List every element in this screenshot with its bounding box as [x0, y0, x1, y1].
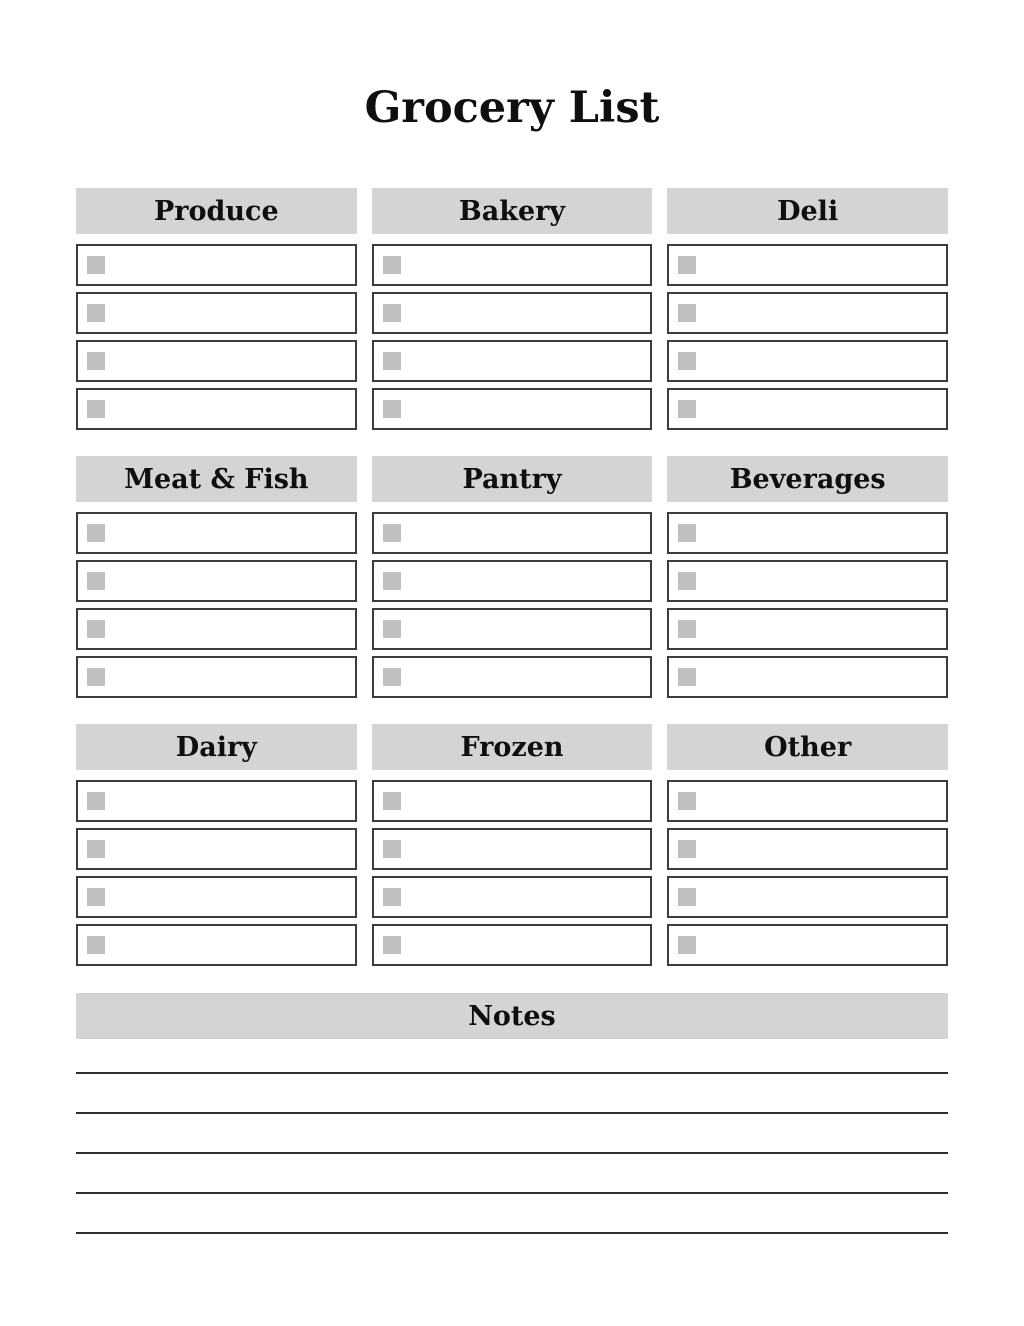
checkbox-icon[interactable] [678, 572, 696, 590]
grocery-item-row[interactable] [667, 340, 948, 382]
category-header [76, 188, 357, 234]
grocery-item-row[interactable] [76, 388, 357, 430]
category-label: Other [764, 731, 852, 763]
notes-section [76, 993, 948, 1234]
notes-writing-line[interactable] [76, 1072, 948, 1074]
category-label: Frozen [460, 731, 564, 763]
category-header [667, 724, 948, 770]
grocery-item-row[interactable] [76, 608, 357, 650]
grocery-item-row[interactable] [667, 780, 948, 822]
checkbox-icon[interactable] [87, 620, 105, 638]
checkbox-icon[interactable] [87, 352, 105, 370]
checkbox-icon[interactable] [383, 840, 401, 858]
checkbox-icon[interactable] [678, 304, 696, 322]
checkbox-icon[interactable] [87, 936, 105, 954]
category-section [667, 724, 948, 966]
grocery-item-row[interactable] [76, 292, 357, 334]
category-header [372, 188, 653, 234]
grocery-item-row[interactable] [667, 608, 948, 650]
checkbox-icon[interactable] [678, 400, 696, 418]
category-header [372, 456, 653, 502]
grocery-item-row[interactable] [372, 828, 653, 870]
checkbox-icon[interactable] [87, 572, 105, 590]
grocery-item-row[interactable] [372, 292, 653, 334]
category-label: Produce [153, 195, 279, 227]
checkbox-icon[interactable] [678, 352, 696, 370]
checkbox-icon[interactable] [383, 572, 401, 590]
category-rows [76, 512, 357, 698]
grocery-item-row[interactable] [76, 828, 357, 870]
category-label: Beverages [729, 463, 886, 495]
category-section [76, 188, 357, 430]
notes-writing-line[interactable] [76, 1152, 948, 1154]
grocery-item-row[interactable] [372, 388, 653, 430]
checkbox-icon[interactable] [678, 840, 696, 858]
grocery-item-row[interactable] [667, 512, 948, 554]
checkbox-icon[interactable] [87, 524, 105, 542]
checkbox-icon[interactable] [87, 256, 105, 274]
grocery-item-row[interactable] [372, 512, 653, 554]
category-label: Dairy [175, 731, 257, 763]
category-header [667, 188, 948, 234]
grocery-item-row[interactable] [76, 340, 357, 382]
checkbox-icon[interactable] [383, 400, 401, 418]
grocery-item-row[interactable] [667, 876, 948, 918]
checkbox-icon[interactable] [87, 840, 105, 858]
notes-writing-line[interactable] [76, 1112, 948, 1114]
checkbox-icon[interactable] [678, 888, 696, 906]
checkbox-icon[interactable] [87, 400, 105, 418]
category-section [667, 188, 948, 430]
checkbox-icon[interactable] [678, 936, 696, 954]
category-rows [667, 780, 948, 966]
checkbox-icon[interactable] [383, 524, 401, 542]
category-label: Bakery [458, 195, 566, 227]
grocery-item-row[interactable] [667, 656, 948, 698]
page-title: Grocery List [364, 83, 660, 133]
checkbox-icon[interactable] [87, 792, 105, 810]
grocery-item-row[interactable] [372, 780, 653, 822]
category-section [372, 456, 653, 698]
notes-header [76, 993, 948, 1039]
checkbox-icon[interactable] [383, 888, 401, 906]
grocery-item-row[interactable] [372, 608, 653, 650]
checkbox-icon[interactable] [383, 936, 401, 954]
notes-writing-line[interactable] [76, 1232, 948, 1234]
grocery-item-row[interactable] [667, 828, 948, 870]
grocery-item-row[interactable] [372, 924, 653, 966]
checkbox-icon[interactable] [383, 620, 401, 638]
grocery-item-row[interactable] [372, 876, 653, 918]
category-rows [372, 512, 653, 698]
grocery-item-row[interactable] [372, 656, 653, 698]
grocery-item-row[interactable] [76, 924, 357, 966]
category-section [372, 724, 653, 966]
category-rows [76, 244, 357, 430]
category-section [76, 724, 357, 966]
notes-label: Notes [468, 1000, 556, 1032]
category-label: Pantry [462, 463, 562, 495]
checkbox-icon[interactable] [383, 792, 401, 810]
category-section [76, 456, 357, 698]
category-rows [76, 780, 357, 966]
grocery-item-row[interactable] [667, 924, 948, 966]
grocery-item-row[interactable] [76, 780, 357, 822]
grocery-item-row[interactable] [372, 340, 653, 382]
checkbox-icon[interactable] [383, 352, 401, 370]
checkbox-icon[interactable] [678, 668, 696, 686]
grocery-item-row[interactable] [372, 244, 653, 286]
category-header [372, 724, 653, 770]
category-rows [372, 244, 653, 430]
category-header [76, 724, 357, 770]
grocery-item-row[interactable] [76, 876, 357, 918]
category-section [667, 456, 948, 698]
checkbox-icon[interactable] [678, 620, 696, 638]
checkbox-icon[interactable] [87, 888, 105, 906]
category-header [76, 456, 357, 502]
checkbox-icon[interactable] [678, 256, 696, 274]
grocery-item-row[interactable] [667, 292, 948, 334]
category-header [667, 456, 948, 502]
category-section [372, 188, 653, 430]
grocery-item-row[interactable] [372, 560, 653, 602]
checkbox-icon[interactable] [383, 668, 401, 686]
checkbox-icon[interactable] [678, 792, 696, 810]
category-label: Deli [777, 195, 839, 227]
grocery-item-row[interactable] [76, 656, 357, 698]
category-rows [667, 244, 948, 430]
checkbox-icon[interactable] [383, 304, 401, 322]
notes-writing-line[interactable] [76, 1192, 948, 1194]
checkbox-icon[interactable] [383, 256, 401, 274]
category-grid [76, 188, 948, 966]
grocery-item-row[interactable] [76, 512, 357, 554]
checkbox-icon[interactable] [87, 668, 105, 686]
grocery-item-row[interactable] [667, 244, 948, 286]
grocery-item-row[interactable] [667, 560, 948, 602]
grocery-item-row[interactable] [76, 560, 357, 602]
category-label: Meat & Fish [124, 463, 309, 495]
checkbox-icon[interactable] [678, 524, 696, 542]
checkbox-icon[interactable] [87, 304, 105, 322]
grocery-item-row[interactable] [667, 388, 948, 430]
category-rows [372, 780, 653, 966]
grocery-item-row[interactable] [76, 244, 357, 286]
category-rows [667, 512, 948, 698]
notes-lines [76, 1072, 948, 1234]
